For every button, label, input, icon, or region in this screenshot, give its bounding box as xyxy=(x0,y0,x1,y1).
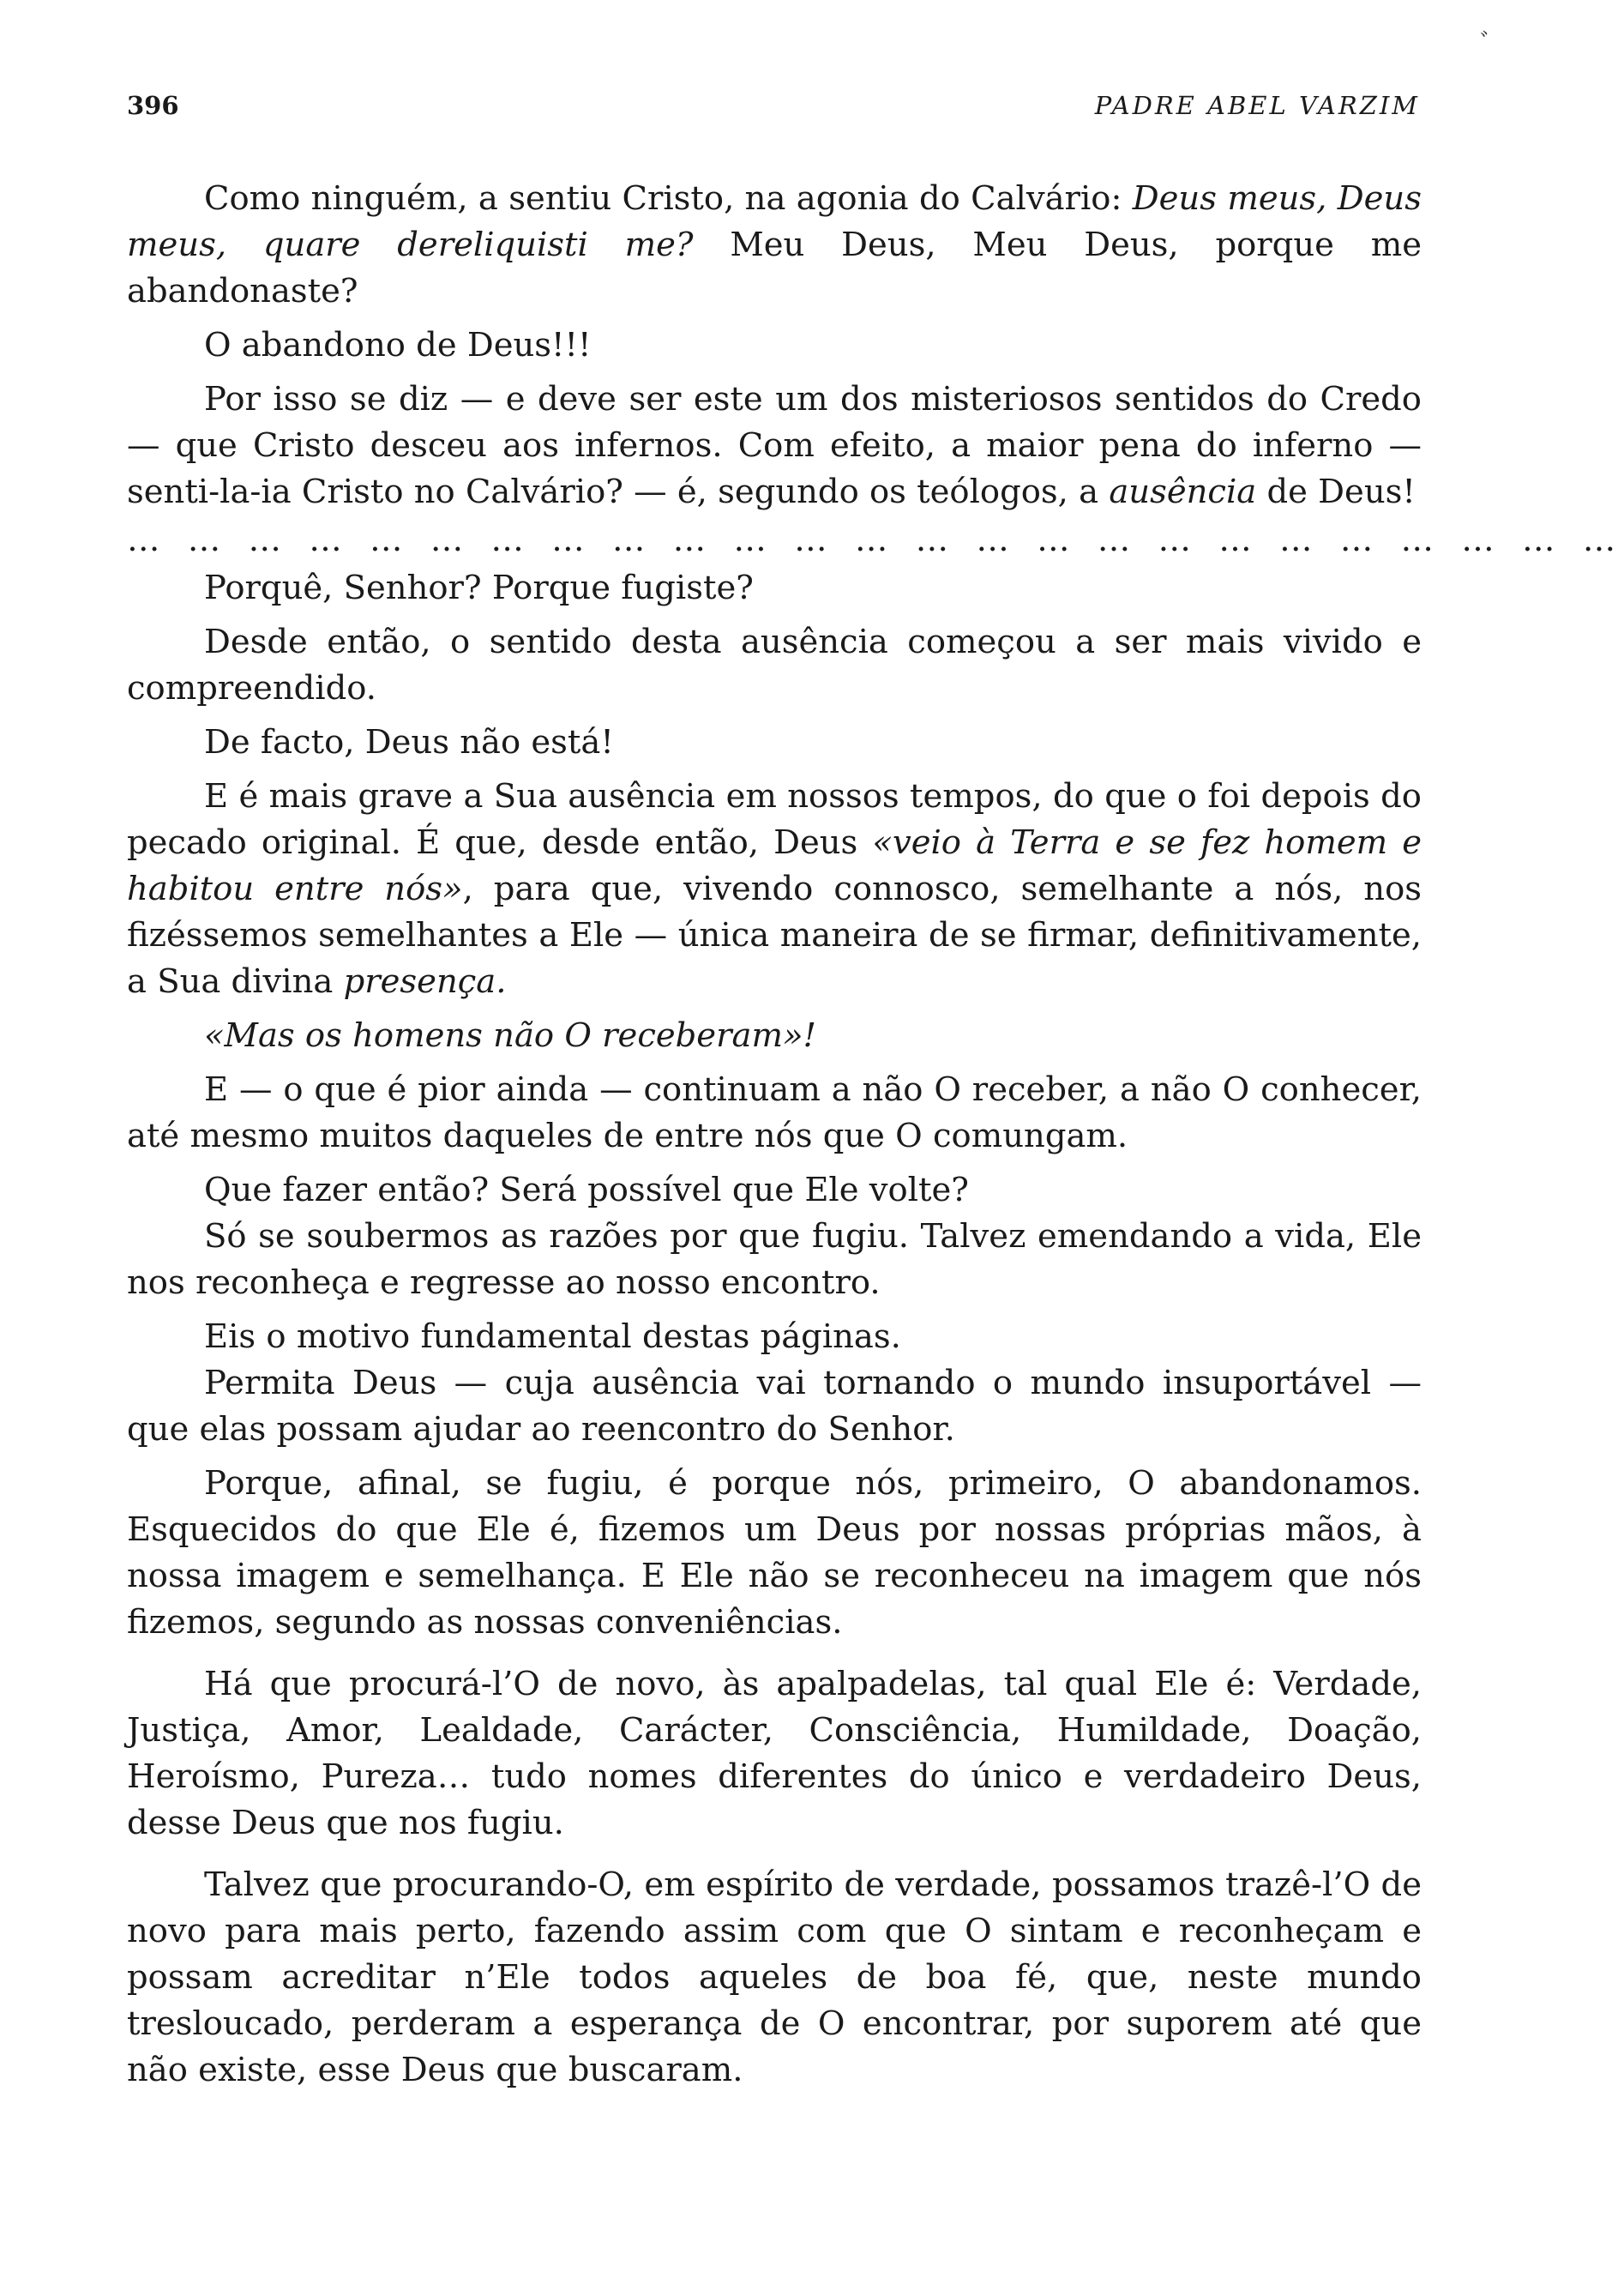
paragraph-13: Permita Deus — cuja ausência vai tornando o mundo insuportável — que elas possam ajudar ao reencontro do Senhor. xyxy=(127,1364,1422,1449)
paragraph-1 xyxy=(127,176,1422,315)
running-head: PADRE ABEL VARZIM xyxy=(1094,91,1420,120)
quote-veio-a-terra: «veio à Terra e se fez homem e habitou entre nós» xyxy=(127,823,1423,908)
paragraph-8 xyxy=(127,1013,1422,1059)
paragraph-10: Que fazer então? Será possível que Ele volte? xyxy=(204,1171,969,1209)
paragraph-3-text-a: Por isso se diz — e deve ser este um dos misteriosos sentidos do Credo — que Cristo desceu aos infernos. Com efeito, a maior pena do inferno — senti-la-ia Cristo no Calvário? — é, segundo os teólogos, a xyxy=(127,380,1422,511)
paragraph-1-text-a: Como ninguém, a sentiu Cristo, na agonia do Calvário: xyxy=(204,179,1133,218)
paragraph-12: Eis o motivo fundamental destas páginas. xyxy=(204,1317,901,1356)
paragraph-15: Há que procurá-l’O de novo, às apalpadelas, tal qual Ele é: Verdade, Justiça, Amor, Lealdade, Carácter, Consciência, Humildade, Doação, Heroísmo, Pureza… tudo nomes diferentes do único e verdadeiro Deus, desse Deus que nos fugiu. xyxy=(127,1665,1422,1842)
paragraph-5: Desde então, o sentido desta ausência começou a ser mais vivido e compreendido. xyxy=(127,623,1422,708)
latin-quote: Deus meus, Deus meus, quare dereliquisti me? xyxy=(127,179,1422,264)
paragraph-16: Talvez que procurando-O, em espírito de verdade, possamos trazê-l’O de novo para mais perto, fazendo assim com que O sintam e reconheçam e possam acreditar n’Ele todos aqueles de boa fé, que, neste mundo tresloucado, perderam a esperança de O encontrar, por suporem até que não existe, esse Deus que buscaram. xyxy=(127,1865,1422,2089)
paragraph-9: E — o que é pior ainda — continuam a não O receber, a não O conhecer, até mesmo muitos daqueles de entre nós que O comungam. xyxy=(127,1070,1422,1155)
emphasis-ausencia: ausência xyxy=(1109,473,1257,511)
paragraph-14: Porque, afinal, se fugiu, é porque nós, primeiro, O abandonamos. Esquecidos do que Ele é, fizemos um Deus por nossas próprias mãos, à nossa imagem e semelhança. E Ele não se reconheceu na imagem que nós fizemos, segundo as nossas conveniências. xyxy=(127,1464,1422,1642)
ellipsis-separator: … … … … … … … … … … … … … … … … … … … … … … … … … xyxy=(127,521,1624,559)
page-body xyxy=(127,176,1624,2101)
paragraph-2: O abandono de Deus!!! xyxy=(204,326,592,365)
paragraph-4: Porquê, Senhor? Porque fugiste? xyxy=(204,569,754,607)
emphasis-presenca: presença. xyxy=(343,962,507,1001)
page-header xyxy=(127,91,1420,127)
paragraph-7 xyxy=(127,774,1422,1005)
paragraph-6: De facto, Deus não está! xyxy=(204,723,614,762)
corner-mark: ﾞ xyxy=(1480,29,1493,59)
paragraph-3-text-c: de Deus! xyxy=(1256,473,1416,511)
paragraph-3 xyxy=(127,377,1422,515)
page-number: 396 xyxy=(127,91,179,120)
quote-mas-os-homens: «Mas os homens não O receberam»! xyxy=(204,1016,816,1055)
paragraph-7-text-a: E é mais grave a Sua ausência em nossos tempos, do que o foi depois do pecado original. É que, desde então, Deus xyxy=(127,777,1422,862)
paragraph-1-text-c: Meu Deus, Meu Deus, porque me abandonaste? xyxy=(127,226,1422,310)
paragraph-7-text-c: , para que, vivendo connosco, semelhante a nós, nos fizéssemos semelhantes a Ele — única maneira de se firmar, definitivamente, a Sua divina xyxy=(127,870,1423,1001)
paragraph-11: Só se soubermos as razões por que fugiu. Talvez emendando a vida, Ele nos reconheça e regresse ao nosso encontro. xyxy=(127,1217,1422,1302)
